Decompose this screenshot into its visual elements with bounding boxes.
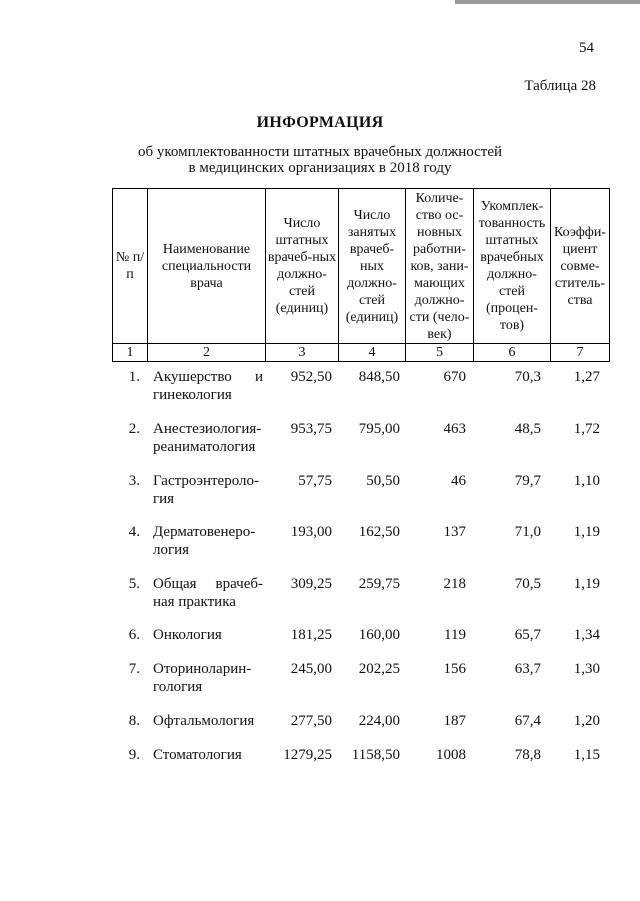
row-number: 1. — [128, 369, 140, 385]
specialty-name-line: Онкология — [153, 627, 222, 643]
column-number: 1 — [113, 344, 148, 362]
coefficient-value: 1,19 — [573, 524, 600, 540]
column-number: 7 — [551, 344, 610, 362]
subtitle-line-1: об укомплектованности штатных врачебных должностей — [137, 144, 503, 160]
column-number: 2 — [148, 344, 266, 362]
staff-positions-value: 193,00 — [290, 524, 332, 540]
coefficient-value: 1,30 — [573, 661, 600, 677]
coefficient-value: 1,10 — [573, 473, 600, 489]
specialty-name-line: логия — [153, 542, 190, 558]
row-number: 8. — [128, 713, 140, 729]
occupied-positions-value: 50,50 — [366, 473, 400, 489]
column-number-row — [113, 344, 610, 362]
data-table-header — [112, 188, 610, 362]
row-number: 9. — [128, 747, 140, 763]
main-workers-value: 46 — [451, 473, 466, 489]
staffing-percent-value: 63,7 — [514, 661, 541, 677]
staffing-percent-value: 65,7 — [514, 627, 541, 643]
row-number: 7. — [128, 661, 140, 677]
occupied-positions-value: 848,50 — [358, 369, 400, 385]
occupied-positions-value: 259,75 — [358, 576, 400, 592]
column-number: 6 — [474, 344, 551, 362]
specialty-name-line: Оториноларин- — [153, 661, 252, 677]
staffing-percent-value: 70,5 — [514, 576, 541, 592]
specialty-name-line: Акушерство и — [153, 369, 263, 385]
column-number: 4 — [339, 344, 406, 362]
specialty-name-line: Общая врачеб- — [153, 576, 263, 592]
staff-positions-value: 1279,25 — [283, 747, 332, 763]
coefficient-value: 1,27 — [573, 369, 600, 385]
coefficient-value: 1,15 — [573, 747, 600, 763]
column-number: 3 — [266, 344, 339, 362]
specialty-name — [153, 626, 263, 644]
subtitle-line-2: в медицинских организациях в 2018 году — [188, 160, 452, 176]
staffing-percent-value: 78,8 — [514, 747, 541, 763]
specialty-name-line: реаниматология — [153, 439, 256, 455]
coefficient-value: 1,72 — [573, 421, 600, 437]
specialty-name — [153, 746, 263, 764]
document-title: ИНФОРМАЦИЯ — [256, 114, 384, 131]
occupied-positions-value: 162,50 — [358, 524, 400, 540]
occupied-positions-value: 202,25 — [358, 661, 400, 677]
specialty-name — [153, 575, 263, 611]
row-number: 2. — [128, 421, 140, 437]
specialty-name-line: гинекология — [153, 387, 232, 403]
scan-edge-line — [455, 0, 640, 4]
specialty-name-line: гология — [153, 679, 203, 695]
document-subtitle — [0, 144, 640, 176]
main-workers-value: 156 — [443, 661, 466, 677]
staffing-percent-value: 67,4 — [514, 713, 541, 729]
specialty-name-line: Офтальмология — [153, 713, 255, 729]
specialty-name-line: Дерматовенеро- — [153, 524, 256, 540]
specialty-name — [153, 472, 263, 508]
specialty-name-line: Стоматология — [153, 747, 242, 763]
specialty-name-line: гия — [153, 491, 175, 507]
row-number: 3. — [128, 473, 140, 489]
specialty-name — [153, 420, 263, 456]
staff-positions-value: 245,00 — [290, 661, 332, 677]
staff-positions-value: 181,25 — [290, 627, 332, 643]
main-workers-value: 1008 — [436, 747, 466, 763]
staff-positions-value: 953,75 — [290, 421, 332, 437]
specialty-name-line: Анестезиология- — [153, 421, 262, 437]
main-workers-value: 463 — [443, 421, 466, 437]
table-label: Таблица 28 — [524, 78, 596, 94]
header-coefficient: Коэффи-циент совме-ститель-ства — [551, 189, 610, 344]
staff-positions-value: 309,25 — [290, 576, 332, 592]
specialty-name — [153, 523, 263, 559]
staff-positions-value: 57,75 — [298, 473, 332, 489]
main-workers-value: 119 — [444, 627, 466, 643]
row-number: 4. — [128, 524, 140, 540]
occupied-positions-value: 1158,50 — [351, 747, 400, 763]
main-workers-value: 218 — [443, 576, 466, 592]
main-workers-value: 187 — [443, 713, 466, 729]
header-staffing-percent: Укомплек-тованность штатных врачебных должно-стей (процен-тов) — [474, 189, 551, 344]
occupied-positions-value: 795,00 — [358, 421, 400, 437]
main-workers-value: 670 — [443, 369, 466, 385]
header-staff-positions: Число штатных врачеб-ных должно-стей (единиц) — [266, 189, 339, 344]
page-number: 54 — [579, 40, 594, 56]
header-occupied-positions: Число занятых врачеб-ных должно-стей (единиц) — [339, 189, 406, 344]
specialty-name — [153, 368, 263, 404]
occupied-positions-value: 160,00 — [358, 627, 400, 643]
header-row — [113, 189, 610, 344]
row-number: 5. — [128, 576, 140, 592]
header-main-workers: Количе-ство ос-новных работни-ков, зани-мающих должно-сти (чело-век) — [406, 189, 474, 344]
coefficient-value: 1,34 — [573, 627, 600, 643]
column-number: 5 — [406, 344, 474, 362]
specialty-name — [153, 660, 263, 696]
header-number: № п/п — [113, 189, 148, 344]
row-number: 6. — [128, 627, 140, 643]
coefficient-value: 1,20 — [573, 713, 600, 729]
specialty-name-line: ная практика — [153, 594, 236, 610]
specialty-name-line: Гастроэнтероло- — [153, 473, 259, 489]
staffing-percent-value: 79,7 — [514, 473, 541, 489]
staff-positions-value: 952,50 — [290, 369, 332, 385]
specialty-name — [153, 712, 263, 730]
coefficient-value: 1,19 — [573, 576, 600, 592]
header-specialty: Наименование специальности врача — [148, 189, 266, 344]
staff-positions-value: 277,50 — [290, 713, 332, 729]
staffing-percent-value: 70,3 — [514, 369, 541, 385]
staffing-percent-value: 71,0 — [514, 524, 541, 540]
occupied-positions-value: 224,00 — [358, 713, 400, 729]
main-workers-value: 137 — [443, 524, 466, 540]
staffing-percent-value: 48,5 — [514, 421, 541, 437]
